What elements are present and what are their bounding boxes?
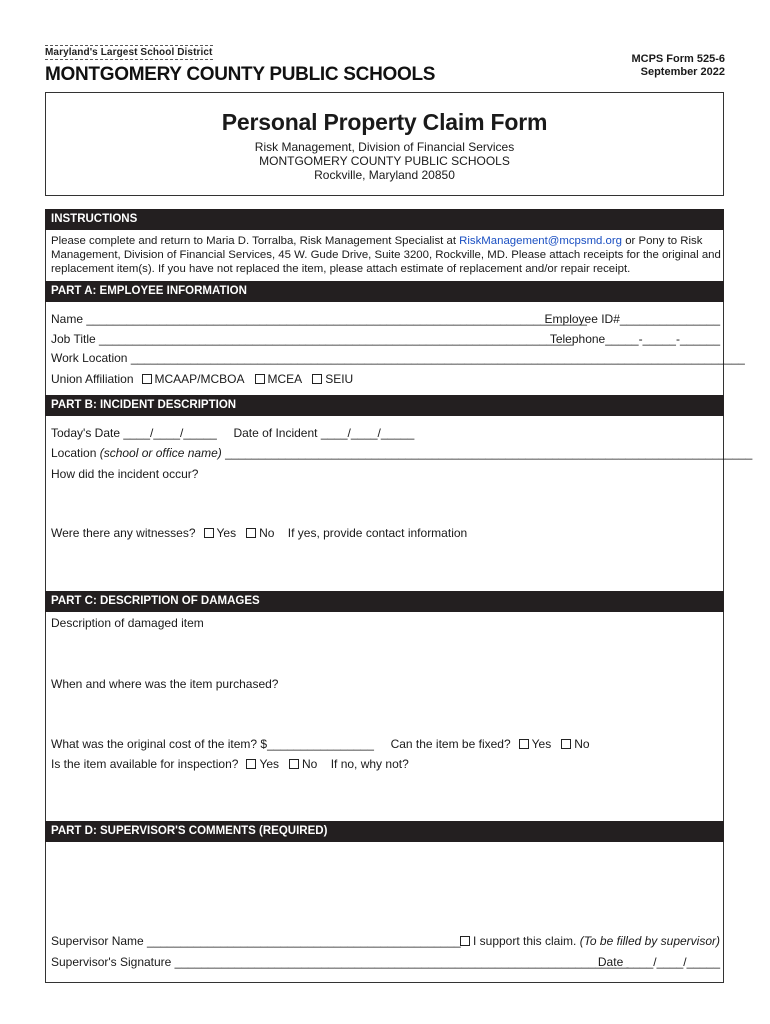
- title-subtitle: [46, 140, 723, 182]
- fixed-no-label: No: [574, 737, 590, 751]
- checkbox-support-claim[interactable]: [460, 936, 470, 946]
- part-a-heading: PART A: EMPLOYEE INFORMATION: [45, 281, 724, 302]
- location-label: Location: [51, 446, 100, 460]
- telephone-field[interactable]: Telephone_____-_____-______: [549, 332, 720, 346]
- checkbox-mcea[interactable]: [255, 374, 265, 384]
- support-claim-row: [460, 934, 720, 948]
- name-field[interactable]: Name ___________________________________________________________________________: [51, 312, 587, 326]
- checkbox-witness-no[interactable]: [246, 528, 256, 538]
- checkbox-fixed-yes[interactable]: [519, 739, 529, 749]
- checkbox-inspection-yes[interactable]: [246, 759, 256, 769]
- union-label: Union Affiliation: [51, 372, 134, 386]
- supervisor-signature-field[interactable]: Supervisor's Signature ____________________________________________________________________: [51, 955, 629, 969]
- union-option-mcea: MCEA: [267, 372, 303, 386]
- form-number-block: [631, 53, 725, 79]
- witness-yes-label: Yes: [216, 526, 237, 540]
- union-option-seiu: SEIU: [325, 372, 354, 386]
- fixed-question: Can the item be fixed?: [390, 737, 511, 751]
- how-occur-label: How did the incident occur?: [51, 467, 199, 481]
- dates-row: [51, 426, 414, 440]
- location-line: _______________________________________________________________________________: [221, 446, 753, 460]
- checkbox-fixed-no[interactable]: [561, 739, 571, 749]
- instructions-text: [51, 234, 721, 276]
- subtitle-line-1: Risk Management, Division of Financial Services: [254, 140, 515, 154]
- instructions-text-before: Please complete and return to Maria D. Torralba, Risk Management Specialist at: [51, 235, 460, 247]
- purchase-label: When and where was the item purchased?: [51, 677, 279, 691]
- union-affiliation-row: [51, 372, 353, 386]
- district-tagline: Maryland's Largest School District: [45, 47, 213, 58]
- checkbox-inspection-no[interactable]: [289, 759, 299, 769]
- form-number: MCPS Form 525-6: [631, 53, 725, 65]
- subtitle-line-3: Rockville, Maryland 20850: [314, 168, 455, 182]
- union-option-mcaap: MCAAP/MCBOA: [154, 372, 245, 386]
- inspection-yes-label: Yes: [259, 757, 280, 771]
- inspection-question: Is the item available for inspection?: [51, 757, 239, 771]
- checkbox-seiu[interactable]: [312, 374, 322, 384]
- witness-note: If yes, provide contact information: [287, 526, 468, 540]
- part-d-heading: PART D: SUPERVISOR'S COMMENTS (REQUIRED): [45, 821, 724, 842]
- todays-date-field[interactable]: Today's Date ____/____/_____: [51, 426, 217, 440]
- district-name: MONTGOMERY COUNTY PUBLIC SCHOOLS: [45, 64, 436, 85]
- damaged-item-label: Description of damaged item: [51, 616, 204, 630]
- support-claim-hint: (To be filled by supervisor): [579, 934, 720, 948]
- employee-id-field[interactable]: Employee ID#_______________: [544, 312, 720, 326]
- fixed-yes-label: Yes: [531, 737, 552, 751]
- checkbox-mcaap[interactable]: [142, 374, 152, 384]
- title-box: [45, 92, 724, 196]
- inspection-no-label: No: [302, 757, 318, 771]
- incident-date-field[interactable]: Date of Incident ____/____/_____: [233, 426, 415, 440]
- form-date: September 2022: [640, 66, 725, 78]
- witness-question: Were there any witnesses?: [51, 526, 196, 540]
- inspection-row: [51, 757, 409, 771]
- form-title: Personal Property Claim Form: [221, 109, 548, 135]
- checkbox-witness-yes[interactable]: [204, 528, 214, 538]
- instructions-text-after: or Pony to Risk Management, Division of Financial Services, 45 W. Gude Drive, Suite 3200, Rockville, MD. Please attach receipts for the original and replacement item(s). If you have not replaced the item, please attach estimate of replacement and/or repair receipt.: [51, 235, 721, 275]
- instructions-heading: INSTRUCTIONS: [45, 209, 724, 230]
- job-title-field[interactable]: Job Title _______________________________________________________________________: [51, 332, 573, 346]
- if-no-label: If no, why not?: [330, 757, 409, 771]
- location-field[interactable]: [51, 446, 752, 460]
- location-hint: (school or office name): [99, 446, 222, 460]
- supervisor-date-field[interactable]: Date ____/____/_____: [597, 955, 720, 969]
- part-c-heading: PART C: DESCRIPTION OF DAMAGES: [45, 591, 724, 612]
- witness-no-label: No: [259, 526, 275, 540]
- original-cost-field[interactable]: What was the original cost of the item? $________________: [51, 737, 374, 751]
- work-location-field[interactable]: Work Location ____________________________________________________________________________________________: [51, 351, 745, 365]
- support-claim-label: I support this claim.: [472, 934, 580, 948]
- email-link[interactable]: RiskManagement@mcpsmd.org: [459, 235, 623, 247]
- supervisor-name-field[interactable]: Supervisor Name _______________________________________________: [51, 934, 461, 948]
- cost-row: [51, 737, 590, 751]
- subtitle-line-2: MONTGOMERY COUNTY PUBLIC SCHOOLS: [259, 154, 510, 168]
- witness-row: [51, 526, 467, 540]
- part-b-heading: PART B: INCIDENT DESCRIPTION: [45, 395, 724, 416]
